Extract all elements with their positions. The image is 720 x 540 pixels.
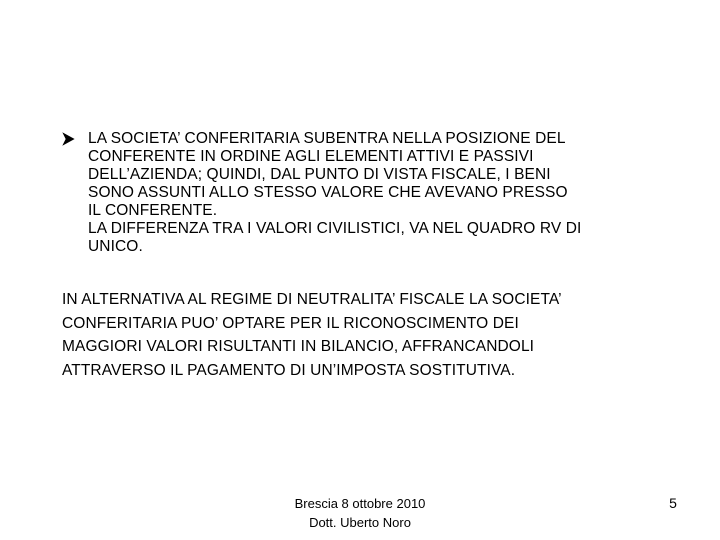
footer xyxy=(240,494,480,532)
bullet-text-line: DELL’AZIENDA; QUINDI, DAL PUNTO DI VISTA FISCALE, I BENI xyxy=(88,166,551,183)
page-number: 5 xyxy=(669,495,677,511)
bullet-text-line: IL CONFERENTE. xyxy=(88,202,218,219)
bullet-text-line: UNICO. xyxy=(88,238,143,255)
body-paragraph xyxy=(62,288,682,382)
bullet-text-line: SONO ASSUNTI ALLO STESSO VALORE CHE AVEVANO PRESSO xyxy=(88,184,568,201)
footer-author: Dott. Uberto Noro xyxy=(309,515,411,530)
bullet-text-line: CONFERENTE IN ORDINE AGLI ELEMENTI ATTIVI E PASSIVI xyxy=(88,148,534,165)
bullet-text-line: LA DIFFERENZA TRA I VALORI CIVILISTICI, VA NEL QUADRO RV DI xyxy=(88,220,582,237)
paragraph-line: CONFERITARIA PUO’ OPTARE PER IL RICONOSCIMENTO DEI xyxy=(62,314,519,332)
arrowhead-bullet-icon xyxy=(62,130,76,148)
bullet-text xyxy=(88,130,678,256)
bullet-text-line: LA SOCIETA’ CONFERITARIA SUBENTRA NELLA POSIZIONE DEL xyxy=(88,130,566,147)
paragraph-line: IN ALTERNATIVA AL REGIME DI NEUTRALITA’ FISCALE LA SOCIETA’ xyxy=(62,291,562,308)
paragraph-line: ATTRAVERSO IL PAGAMENTO DI UN’IMPOSTA SOSTITUTIVA. xyxy=(62,361,516,379)
paragraph-line: MAGGIORI VALORI RISULTANTI IN BILANCIO, AFFRANCANDOLI xyxy=(62,338,535,355)
footer-location-date: Brescia 8 ottobre 2010 xyxy=(294,496,426,511)
